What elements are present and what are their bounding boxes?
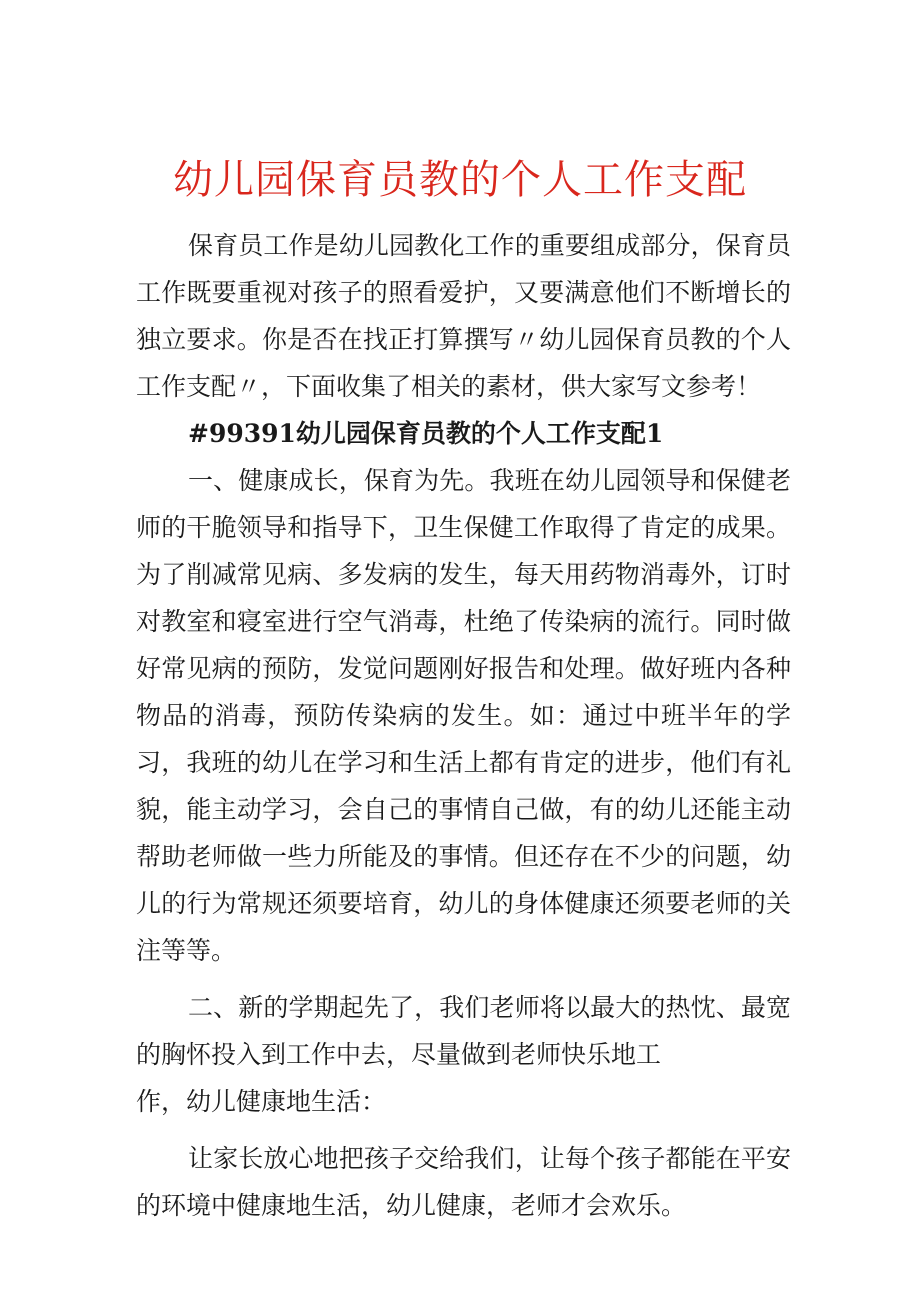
- document-body: [136, 222, 791, 1229]
- paragraph-new-semester-continued: 作，幼儿健康地生活：: [136, 1087, 387, 1116]
- paragraph-new-semester: 二、新的学期起先了，我们老师将以最大的热忱、最宽的胸怀投入到工作中去，尽量做到老师快乐地工: [136, 993, 791, 1069]
- intro-paragraph: 保育员工作是幼儿园教化工作的重要组成部分，保育员工作既要重视对孩子的照看爱护，又要满意他们不断增长的独立要求。你是否在找正打算撰写〃幼儿园保育员教的个人工作支配〃，下面收集了相关的素材，供大家写文参考！: [136, 231, 791, 401]
- document-title: 幼儿园保育员教的个人工作支配: [173, 157, 747, 203]
- section-heading: #99391幼儿园保育员教的个人工作支配1: [188, 419, 664, 448]
- paragraph-parents: 让家长放心地把孩子交给我们，让每个孩子都能在平安的环境中健康地生活，幼儿健康，老师才会欢乐。: [136, 1144, 791, 1220]
- paragraph-health: 一、健康成长，保育为先。我班在幼儿园领导和保健老师的干脆领导和指导下，卫生保健工作取得了肯定的成果。为了削减常见病、多发病的发生，每天用药物消毒外，订时对教室和寝室进行空气消毒，杜绝了传染病的流行。同时做好常见病的预防，发觉问题刚好报告和处理。做好班内各种物品的消毒，预防传染病的发生。如：通过中班半年的学习，我班的幼儿在学习和生活上都有肯定的进步，他们有礼貌，能主动学习，会自己的事情自己做，有的幼儿还能主动帮助老师做一些力所能及的事情。但还存在不少的问题，幼儿的行为常规还须要培育，幼儿的身体健康还须要老师的关注等等。: [136, 466, 791, 965]
